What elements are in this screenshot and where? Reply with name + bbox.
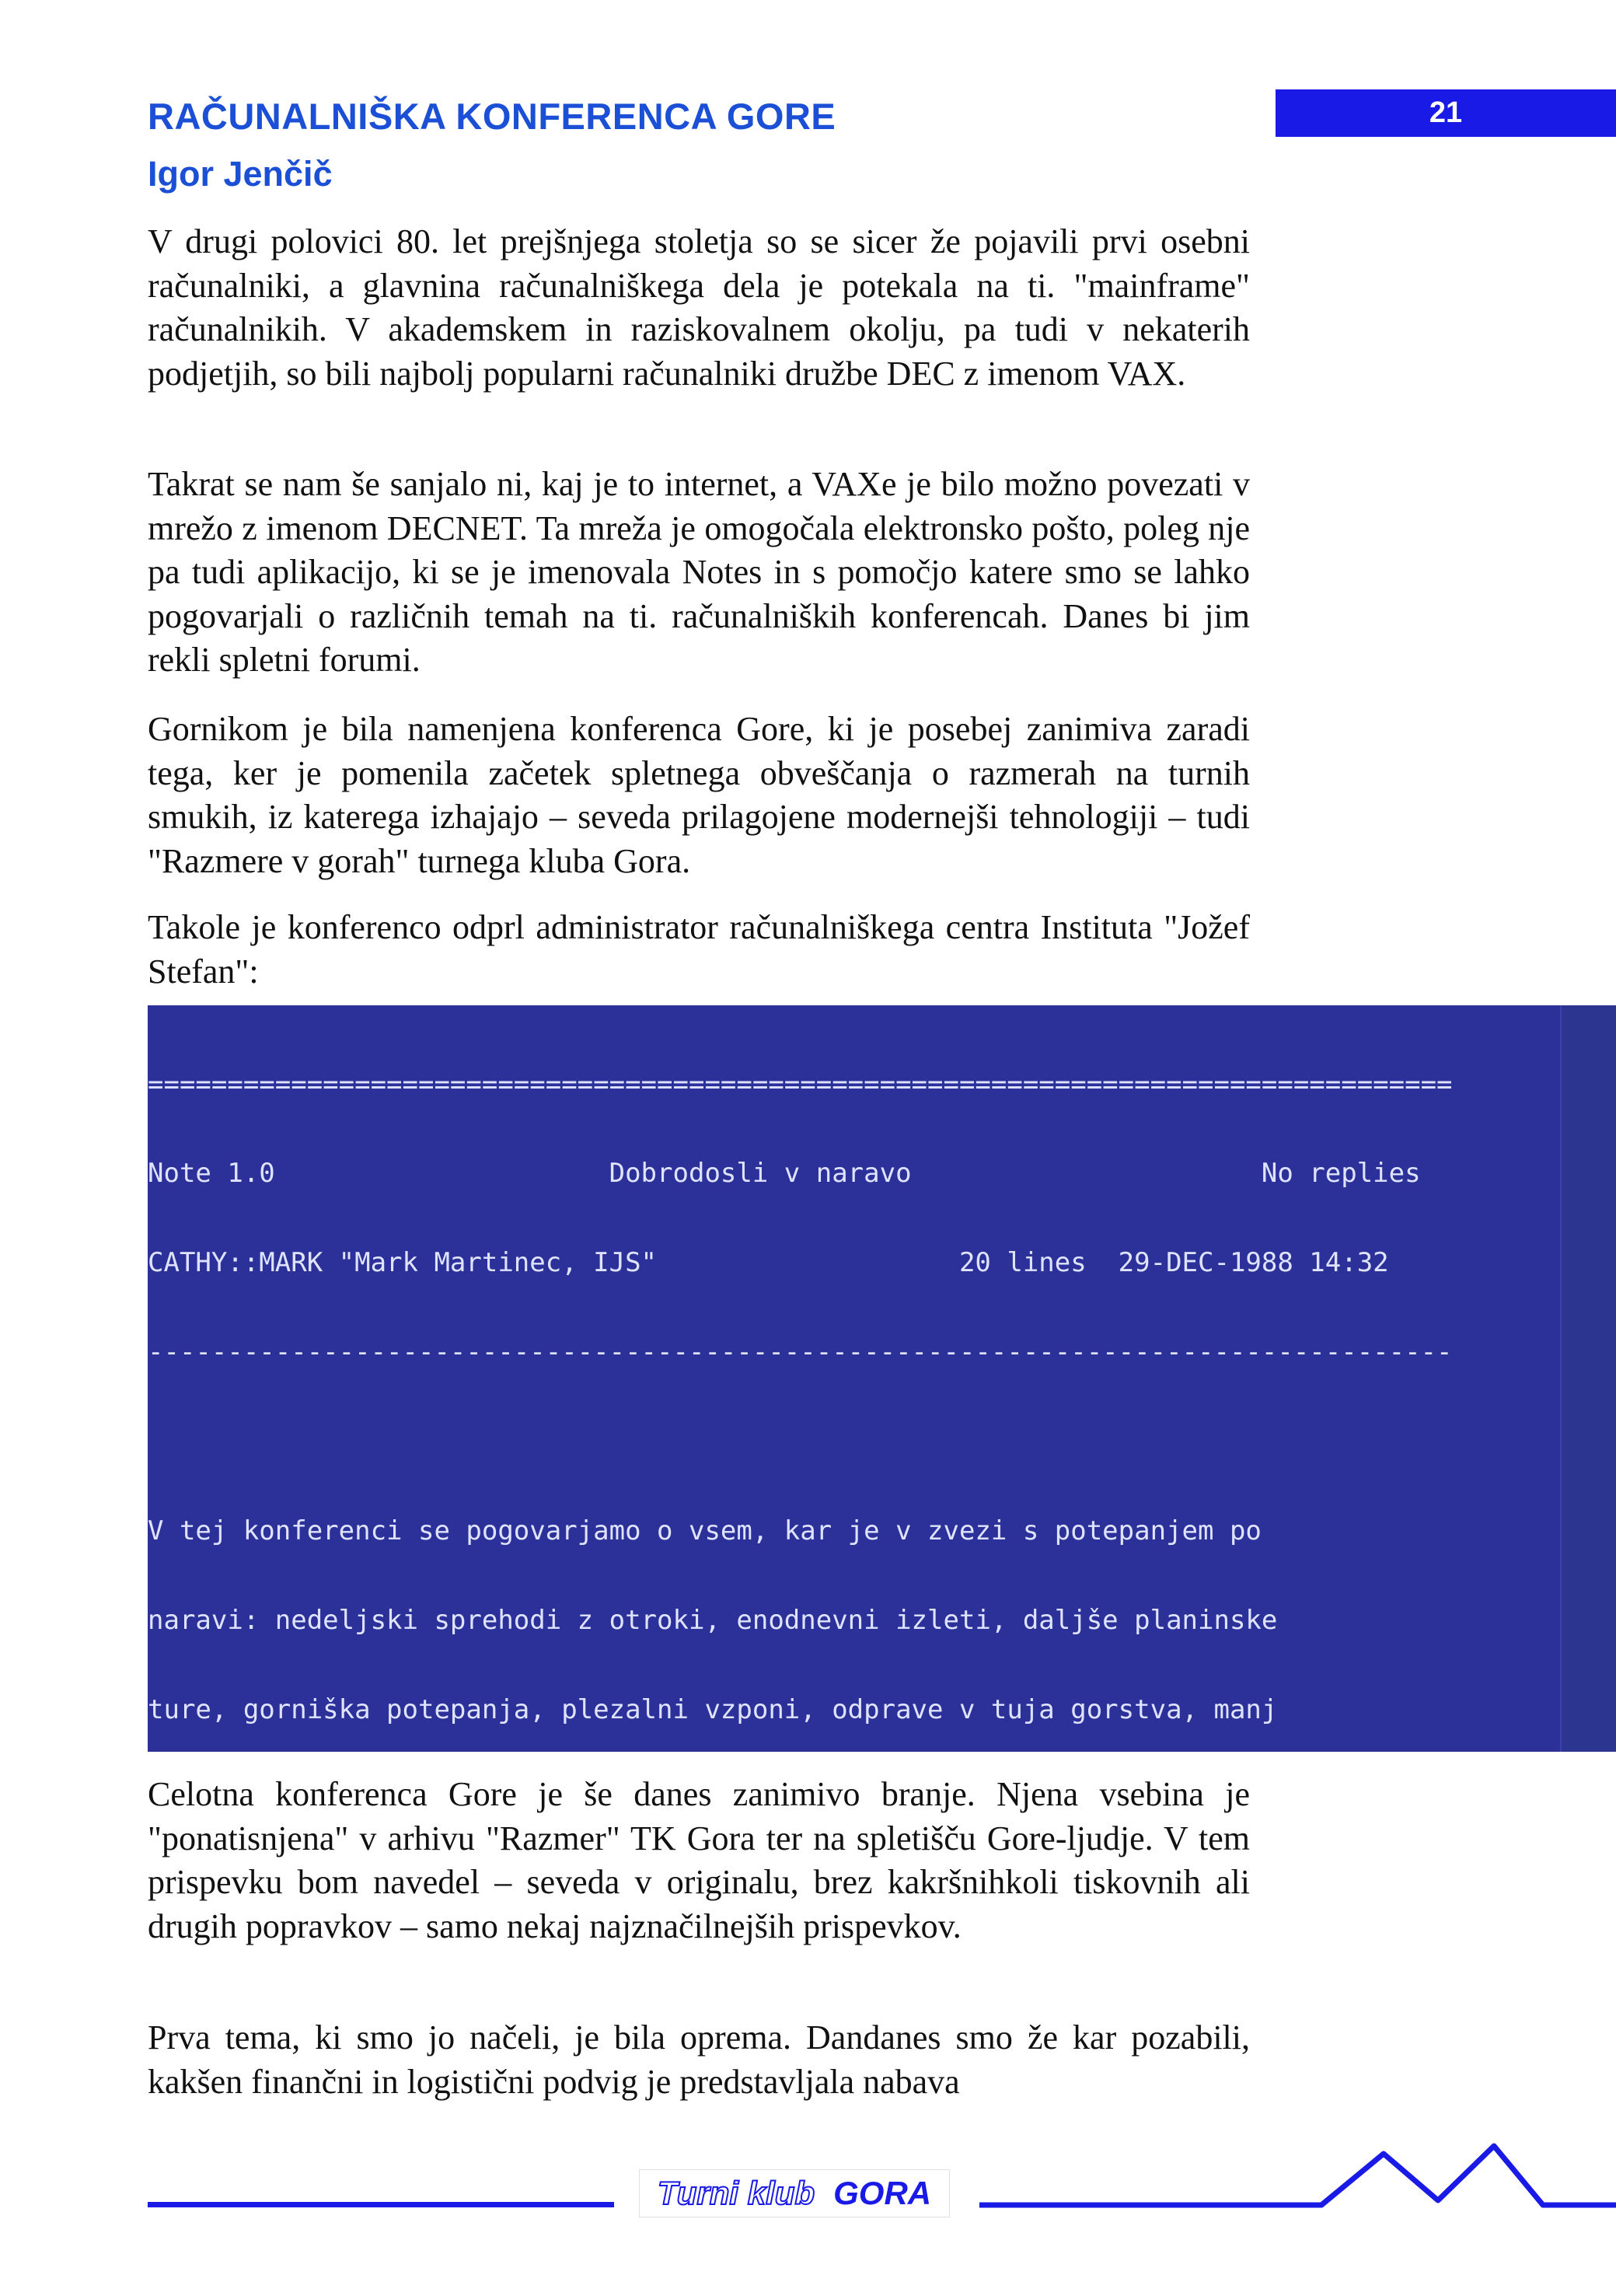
terminal-scrollbar bbox=[1560, 1005, 1616, 1752]
terminal-line: ture, gorniška potepanja, plezalni vzponi, odprave v tuja gorstva, manj bbox=[148, 1693, 1278, 1725]
mountain-line-icon bbox=[979, 2130, 1616, 2216]
paragraph-gore-conference: Gornikom je bila namenjena konferenca Gore, ki je posebej zanimiva zaradi tega, ker je pomenila začetek spletnega obveščanja o razmerah na turnih smukih, iz katerega izhajajo – seveda prilagojene modernejši tehnologiji – tudi "Razmere v gorah" turnega kluba Gora. bbox=[148, 710, 1250, 880]
club-logo-name: GORA bbox=[833, 2175, 932, 2211]
terminal-line: ================================================================================== bbox=[148, 1068, 1453, 1100]
paragraph-opening: Takole je konferenco odprl administrator računalniškega centra Instituta "Jožef Stefan": bbox=[148, 908, 1250, 991]
paragraph-decnet: Takrat se nam še sanjalo ni, kaj je to internet, a VAXe je bilo možno povezati v mrežo z imenom DECNET. Ta mreža je omogočala elektronsko pošto, poleg nje pa tudi aplikacijo, ki se je imenovala Notes in s pomočjo katere smo se lahko pogovarjali o različnih temah na ti. računalniških konferencah. Danes bi jim rekli spletni forumi. bbox=[148, 465, 1250, 679]
paragraph-archive: Celotna konferenca Gore je še danes zanimivo branje. Njena vsebina je "ponatisnjena" v arhivu "Razmer" TK Gora ter na spletišču Gore-ljudje. V tem prispevku bom navedel – seveda v originalu, brez kakršnihkoli tiskovnih ali drugih popravkov – samo nekaj najznačilnejših prispevkov. bbox=[148, 1775, 1250, 1945]
terminal-line: naravi: nedeljski sprehodi z otroki, enodnevni izleti, daljše planinske bbox=[148, 1604, 1278, 1636]
footer-divider bbox=[148, 2202, 614, 2207]
terminal-line bbox=[148, 1427, 1562, 1456]
paragraph-equipment: Prva tema, ki smo jo načeli, je bila oprema. Dandanes smo že kar pozabili, kakšen finančni in logistični podvig je predstavljala nabava bbox=[148, 2018, 1250, 2101]
terminal-text bbox=[148, 1010, 1562, 1752]
terminal-screenshot bbox=[148, 1005, 1616, 1752]
article-author: Igor Jenčič bbox=[148, 154, 333, 194]
article-title: RAČUNALNIŠKA KONFERENCA GORE bbox=[148, 96, 836, 137]
club-logo bbox=[639, 2169, 950, 2217]
club-logo-text: Turni klub bbox=[657, 2175, 815, 2211]
terminal-line: V tej konferenci se pogovarjamo o vsem, kar je v zvezi s potepanjem po bbox=[148, 1515, 1262, 1547]
terminal-line: CATHY::MARK "Mark Martinec, IJS" 20 lines 29-DEC-1988 14:32 bbox=[148, 1247, 1389, 1279]
terminal-line: ---------------------------------------------------------------------------------- bbox=[148, 1337, 1453, 1368]
terminal-line: Note 1.0 Dobrodosli v naravo No replies bbox=[148, 1158, 1421, 1190]
page-number-badge: 21 bbox=[1276, 89, 1616, 137]
paragraph-intro: V drugi polovici 80. let prejšnjega stoletja so se sicer že pojavili prvi osebni računalniki, a glavnina računalniškega dela je potekala na ti. "mainframe" računalnikih. V akademskem in raziskovalnem okolju, pa tudi v nekaterih podjetjih, so bili najbolj popularni računalniki družbe DEC z imenom VAX. bbox=[148, 222, 1250, 393]
